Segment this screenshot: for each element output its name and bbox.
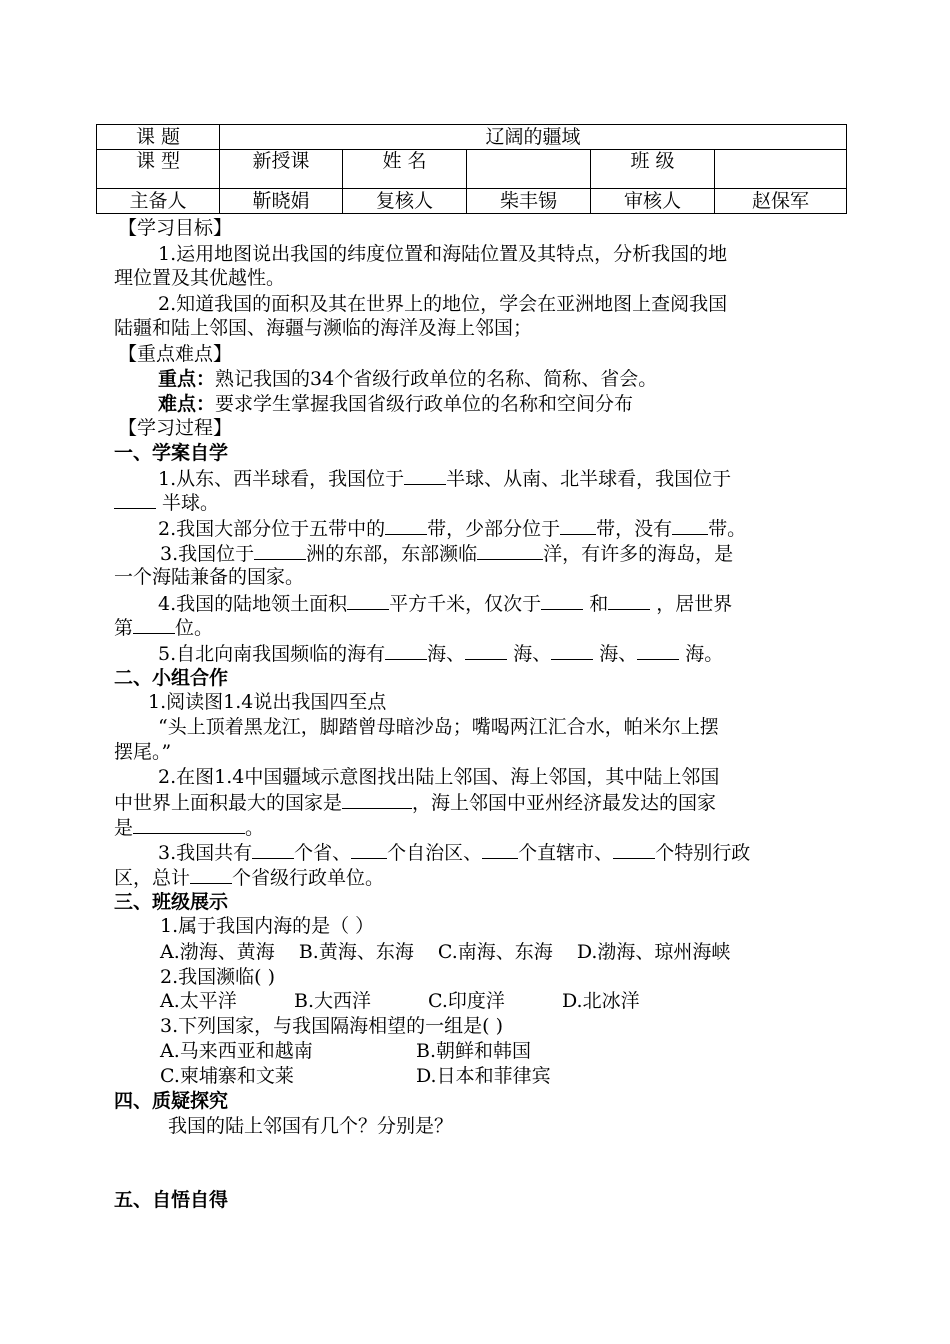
q4-text-c: 和	[583, 593, 609, 615]
q3-line-2: 一个海陆兼备的国家。	[114, 566, 305, 588]
c2-blank-2[interactable]	[133, 815, 245, 834]
section-2-title: 二、小组合作	[114, 667, 229, 689]
q2-text-d: 带。	[708, 518, 747, 540]
q4-text-f: 位。	[175, 617, 214, 639]
mc3-options-row-1	[160, 1039, 531, 1063]
c2-line-1: 2.在图1.4中国疆域示意图找出陆上邻国、海上邻国，其中陆上邻国	[158, 766, 720, 788]
c3-blank-1[interactable]	[252, 840, 294, 859]
mc3-option-b[interactable]: B.朝鲜和韩国	[416, 1040, 532, 1062]
q5-text-d: 海、	[593, 643, 638, 665]
section-5-title: 五、自悟自得	[114, 1189, 229, 1211]
c3-blank-5[interactable]	[190, 865, 232, 884]
q1-text-b: 半球、从南、北半球看，我国位于	[446, 468, 732, 490]
q2-blank-2[interactable]	[560, 516, 596, 535]
mc2-option-c[interactable]: C.印度洋	[428, 990, 505, 1012]
goal-2-line-2: 陆疆和陆上邻国、海疆与濒临的海洋及海上邻国；	[114, 317, 533, 339]
reviewer-label: 复核人	[343, 189, 467, 214]
hard-point-label: 难点：	[158, 393, 216, 415]
q1-blank-2[interactable]	[114, 490, 156, 509]
goal-2-line-1: 2.知道我国的面积及其在世界上的地位，学会在亚洲地图上查阅我国	[158, 293, 728, 315]
q4-line-2	[114, 615, 213, 640]
q4-line-1	[158, 591, 732, 616]
mc2-option-b[interactable]: B.大西洋	[294, 990, 372, 1012]
c2-text-e: 。	[245, 817, 265, 839]
c2-text-b: 中世界上面积最大的国家是	[114, 792, 343, 814]
mc1-option-b[interactable]: B.黄海、东海	[298, 941, 414, 963]
q2-text-b: 带，少部分位于	[427, 518, 561, 540]
goal-1-line-1: 1.运用地图说出我国的纬度位置和海陆位置及其特点，分析我国的地	[158, 243, 728, 265]
auditor-label: 审核人	[591, 189, 715, 214]
q1-line-1	[158, 466, 731, 491]
q3-blank-1[interactable]	[254, 541, 306, 560]
q2-text-a: 2.我国大部分位于五带中的	[158, 518, 386, 540]
type-label: 课 型	[97, 150, 220, 189]
q4-blank-2[interactable]	[541, 591, 583, 610]
type-value: 新授课	[220, 150, 343, 189]
section-1-title: 一、学案自学	[114, 442, 229, 464]
lesson-info-table	[96, 124, 847, 214]
c2-text-c: ，海上邻国中亚州经济最发达的国家	[412, 792, 717, 814]
process-heading: 【学习过程】	[118, 417, 233, 439]
c2-text-d: 是	[114, 817, 134, 839]
c3-blank-3[interactable]	[482, 840, 518, 859]
q3-text-a: 3.我国位于	[160, 543, 255, 565]
c1-quote-line-1: “头上顶着黑龙江，脚踏曾母暗沙岛；嘴喝两江汇合水，帕米尔上摆	[158, 716, 719, 738]
q4-text-b: 平方千米，仅次于	[389, 593, 542, 615]
mc2-question: 2.我国濒临( )	[160, 966, 275, 988]
key-point-text: 熟记我国的34个省级行政单位的名称、简称、省会。	[215, 368, 658, 390]
q5-blank-1[interactable]	[385, 641, 427, 660]
mc3-question: 3.下列国家，与我国隔海相望的一组是( )	[160, 1015, 503, 1037]
q5-text-b: 海、	[427, 643, 466, 665]
mc2-option-d[interactable]: D.北冰洋	[562, 990, 640, 1012]
q5-text-c: 海、	[507, 643, 552, 665]
author-value: 靳晓娟	[220, 189, 343, 214]
class-field[interactable]	[715, 150, 847, 189]
mc2-options	[160, 989, 640, 1013]
c2-line-3	[114, 815, 264, 840]
c2-blank-1[interactable]	[342, 790, 412, 809]
goal-1-line-2: 理位置及其优越性。	[114, 267, 286, 289]
q2-blank-1[interactable]	[385, 516, 427, 535]
c3-blank-2[interactable]	[351, 840, 387, 859]
section-3-title: 三、班级展示	[114, 891, 229, 913]
c3-text-g: 个省级行政单位。	[232, 867, 385, 889]
c3-text-e: 个特别行政	[655, 842, 751, 864]
mc3-options-row-2	[160, 1064, 551, 1088]
mc1-options	[160, 940, 730, 964]
mc1-option-d[interactable]: D.渤海、琼州海峡	[576, 941, 731, 963]
q2-text-c: 带，没有	[596, 518, 673, 540]
q5-blank-2[interactable]	[465, 641, 507, 660]
mc1-option-a[interactable]: A.渤海、黄海	[160, 941, 275, 963]
hard-point	[158, 392, 633, 416]
q4-text-a: 4.我国的陆地领土面积	[158, 593, 348, 615]
q3-text-b: 洲的东部，东部濒临	[306, 543, 478, 565]
mc3-option-a[interactable]: A.马来西亚和越南	[160, 1040, 313, 1062]
c3-text-a: 3.我国共有	[158, 842, 253, 864]
key-point-label: 重点：	[158, 368, 216, 390]
staff-row	[97, 189, 847, 214]
q4-blank-3[interactable]	[608, 591, 650, 610]
goals-heading: 【学习目标】	[118, 217, 233, 239]
name-label: 姓 名	[343, 150, 467, 189]
type-row	[97, 150, 847, 189]
c3-line-1	[158, 840, 750, 865]
q4-text-e: 第	[114, 617, 134, 639]
c3-text-b: 个省、	[294, 842, 352, 864]
c3-line-2	[114, 865, 384, 890]
c3-text-d: 个直辖市、	[518, 842, 614, 864]
section-4-title: 四、质疑探究	[114, 1090, 229, 1112]
q5-line	[158, 641, 723, 666]
q5-blank-4[interactable]	[637, 641, 679, 660]
keypoints-heading: 【重点难点】	[118, 343, 233, 365]
class-label: 班 级	[591, 150, 715, 189]
q1-blank-1[interactable]	[404, 466, 446, 485]
mc3-option-d[interactable]: D.日本和菲律宾	[416, 1065, 551, 1087]
q1-text-c: 半球。	[156, 492, 220, 514]
c3-blank-4[interactable]	[613, 840, 655, 859]
auditor-value: 赵保军	[715, 189, 847, 214]
c3-text-f: 区，总计	[114, 867, 191, 889]
q4-blank-4[interactable]	[133, 615, 175, 634]
reviewer-value: 柴丰锡	[467, 189, 591, 214]
q5-text-a: 5.自北向南我国频临的海有	[158, 643, 386, 665]
q4-blank-1[interactable]	[347, 591, 389, 610]
q3-line-1	[160, 541, 733, 566]
c1-quote-line-2: 摆尾。”	[114, 741, 172, 763]
q5-text-e: 海。	[679, 643, 724, 665]
q1-text-a: 1.从东、西半球看，我国位于	[158, 468, 405, 490]
c3-text-c: 个自治区、	[387, 842, 483, 864]
mc1-option-c[interactable]: C.南海、东海	[437, 941, 553, 963]
mc3-option-c[interactable]: C.柬埔寨和文莱	[160, 1065, 294, 1087]
topic-value: 辽阔的疆域	[220, 125, 847, 150]
name-field[interactable]	[467, 150, 591, 189]
q4-text-d: ，居世界	[650, 593, 733, 615]
mc2-option-a[interactable]: A.太平洋	[160, 990, 237, 1012]
hard-point-text: 要求学生掌握我国省级行政单位的名称和空间分布	[215, 393, 634, 415]
mc1-question: 1.属于我国内海的是（ ）	[160, 915, 375, 937]
author-label: 主备人	[97, 189, 220, 214]
q5-blank-3[interactable]	[551, 641, 593, 660]
q1-line-2	[114, 490, 219, 515]
c2-line-2	[114, 790, 716, 815]
key-point	[158, 367, 657, 391]
q3-text-c: 洋，有许多的海岛，是	[543, 543, 734, 565]
c1-line: 1.阅读图1.4说出我国四至点	[148, 691, 387, 713]
q2-blank-3[interactable]	[672, 516, 708, 535]
q2-line	[158, 516, 746, 541]
q3-blank-2[interactable]	[477, 541, 543, 560]
topic-row	[97, 125, 847, 150]
section-4-question: 我国的陆上邻国有几个？分别是？	[168, 1115, 454, 1137]
topic-label: 课 题	[97, 125, 220, 150]
